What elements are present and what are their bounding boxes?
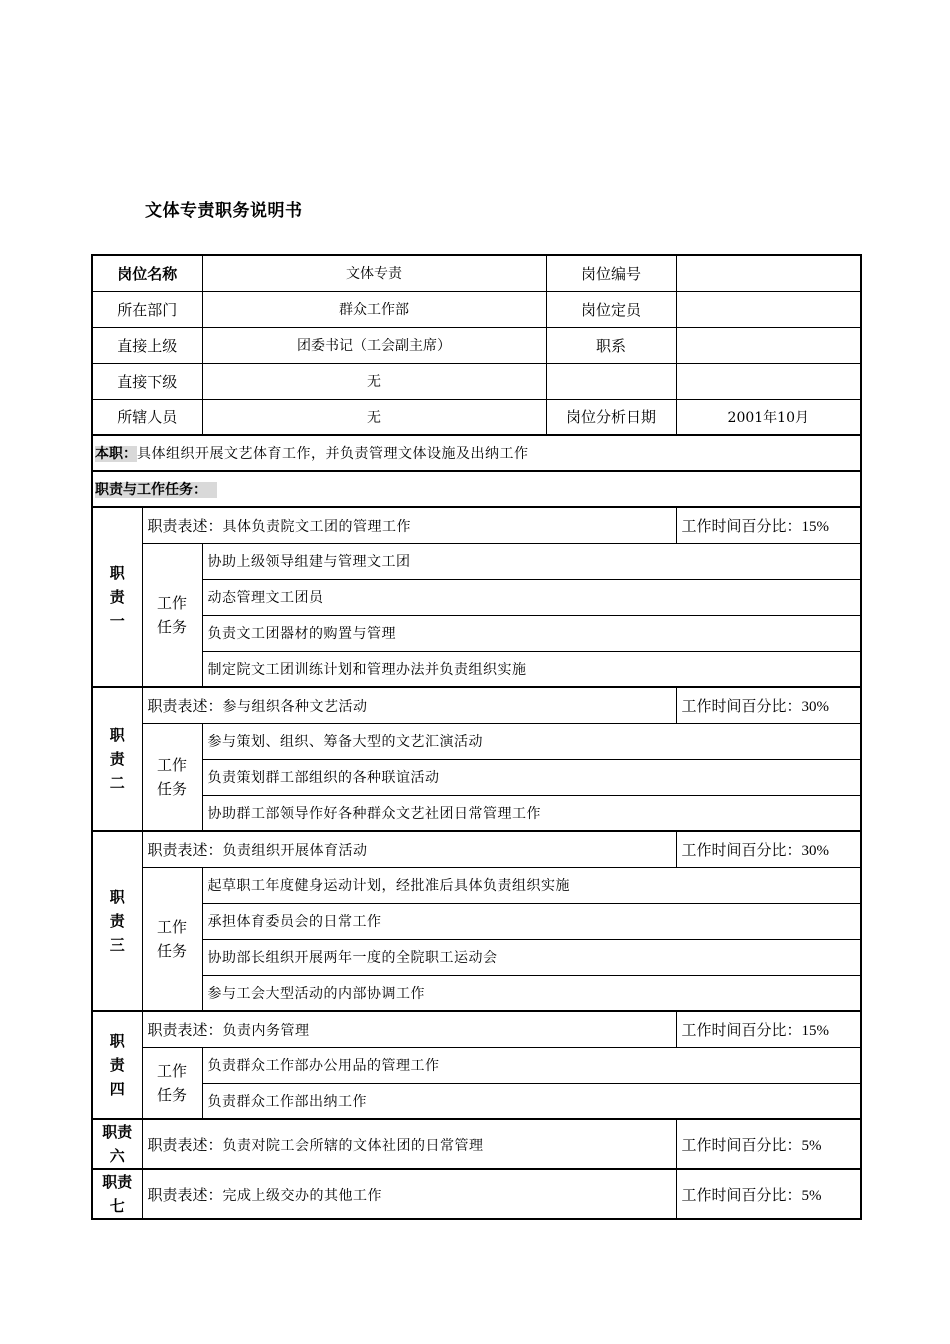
series-label: 职系 bbox=[546, 327, 676, 363]
duty-label: 职责一 bbox=[92, 507, 142, 687]
duty-label: 职责七 bbox=[92, 1169, 142, 1219]
task-item: 动态管理文工团员 bbox=[202, 579, 861, 615]
analysis-date-value: 2001年10月 bbox=[676, 399, 861, 435]
duties-header: 职责与工作任务： bbox=[95, 482, 207, 498]
task-item: 参与工会大型活动的内部协调工作 bbox=[202, 975, 861, 1011]
core-text: 具体组织开展文艺体育工作，并负责管理文体设施及出纳工作 bbox=[137, 446, 529, 462]
task-item: 协助上级领导组建与管理文工团 bbox=[202, 543, 861, 579]
headcount-label: 岗位定员 bbox=[546, 291, 676, 327]
duty-pct: 工作时间百分比：5% bbox=[676, 1119, 861, 1169]
analysis-date-label: 岗位分析日期 bbox=[546, 399, 676, 435]
duty-label: 职责二 bbox=[92, 687, 142, 831]
duty-pct: 工作时间百分比：30% bbox=[676, 831, 861, 867]
duty-pct: 工作时间百分比：30% bbox=[676, 687, 861, 723]
core-row bbox=[92, 435, 861, 471]
duty-desc: 职责表述：负责组织开展体育活动 bbox=[142, 831, 676, 867]
duty-label: 职责六 bbox=[92, 1119, 142, 1169]
department-label: 所在部门 bbox=[92, 291, 202, 327]
staff-value: 无 bbox=[202, 399, 546, 435]
duty-label: 职责三 bbox=[92, 831, 142, 1011]
task-item: 协助部长组织开展两年一度的全院职工运动会 bbox=[202, 939, 861, 975]
task-item: 负责群众工作部出纳工作 bbox=[202, 1083, 861, 1119]
task-item: 起草职工年度健身运动计划，经批准后具体负责组织实施 bbox=[202, 867, 861, 903]
task-item: 协助群工部领导作好各种群众文艺社团日常管理工作 bbox=[202, 795, 861, 831]
series-value bbox=[676, 327, 861, 363]
task-label: 工作任务 bbox=[142, 867, 202, 1011]
task-item: 负责文工团器材的购置与管理 bbox=[202, 615, 861, 651]
task-label: 工作任务 bbox=[142, 543, 202, 687]
task-label: 工作任务 bbox=[142, 1047, 202, 1119]
position-code-value bbox=[676, 255, 861, 291]
task-item: 参与策划、组织、筹备大型的文艺汇演活动 bbox=[202, 723, 861, 759]
duties-header-row bbox=[92, 471, 861, 507]
superior-value: 团委书记（工会副主席） bbox=[202, 327, 546, 363]
position-name-label: 岗位名称 bbox=[92, 255, 202, 291]
position-name-value: 文体专责 bbox=[202, 255, 546, 291]
duty-desc: 职责表述：参与组织各种文艺活动 bbox=[142, 687, 676, 723]
task-item: 承担体育委员会的日常工作 bbox=[202, 903, 861, 939]
document-title: 文体专责职务说明书 bbox=[145, 201, 303, 221]
job-description-table bbox=[91, 254, 862, 1220]
empty-cell bbox=[546, 363, 676, 399]
task-item: 负责群众工作部办公用品的管理工作 bbox=[202, 1047, 861, 1083]
duty-pct: 工作时间百分比：15% bbox=[676, 1011, 861, 1047]
subordinate-label: 直接下级 bbox=[92, 363, 202, 399]
position-code-label: 岗位编号 bbox=[546, 255, 676, 291]
staff-label: 所辖人员 bbox=[92, 399, 202, 435]
empty-cell bbox=[676, 363, 861, 399]
duty-pct: 工作时间百分比：5% bbox=[676, 1169, 861, 1219]
core-label: 本职： bbox=[95, 446, 137, 462]
duty-desc: 职责表述：完成上级交办的其他工作 bbox=[142, 1169, 676, 1219]
department-value: 群众工作部 bbox=[202, 291, 546, 327]
headcount-value bbox=[676, 291, 861, 327]
superior-label: 直接上级 bbox=[92, 327, 202, 363]
task-item: 负责策划群工部组织的各种联谊活动 bbox=[202, 759, 861, 795]
duty-pct: 工作时间百分比：15% bbox=[676, 507, 861, 543]
subordinate-value: 无 bbox=[202, 363, 546, 399]
duty-desc: 职责表述：具体负责院文工团的管理工作 bbox=[142, 507, 676, 543]
duty-desc: 职责表述：负责对院工会所辖的文体社团的日常管理 bbox=[142, 1119, 676, 1169]
task-item: 制定院文工团训练计划和管理办法并负责组织实施 bbox=[202, 651, 861, 687]
duty-label: 职责四 bbox=[92, 1011, 142, 1119]
duty-desc: 职责表述：负责内务管理 bbox=[142, 1011, 676, 1047]
task-label: 工作任务 bbox=[142, 723, 202, 831]
